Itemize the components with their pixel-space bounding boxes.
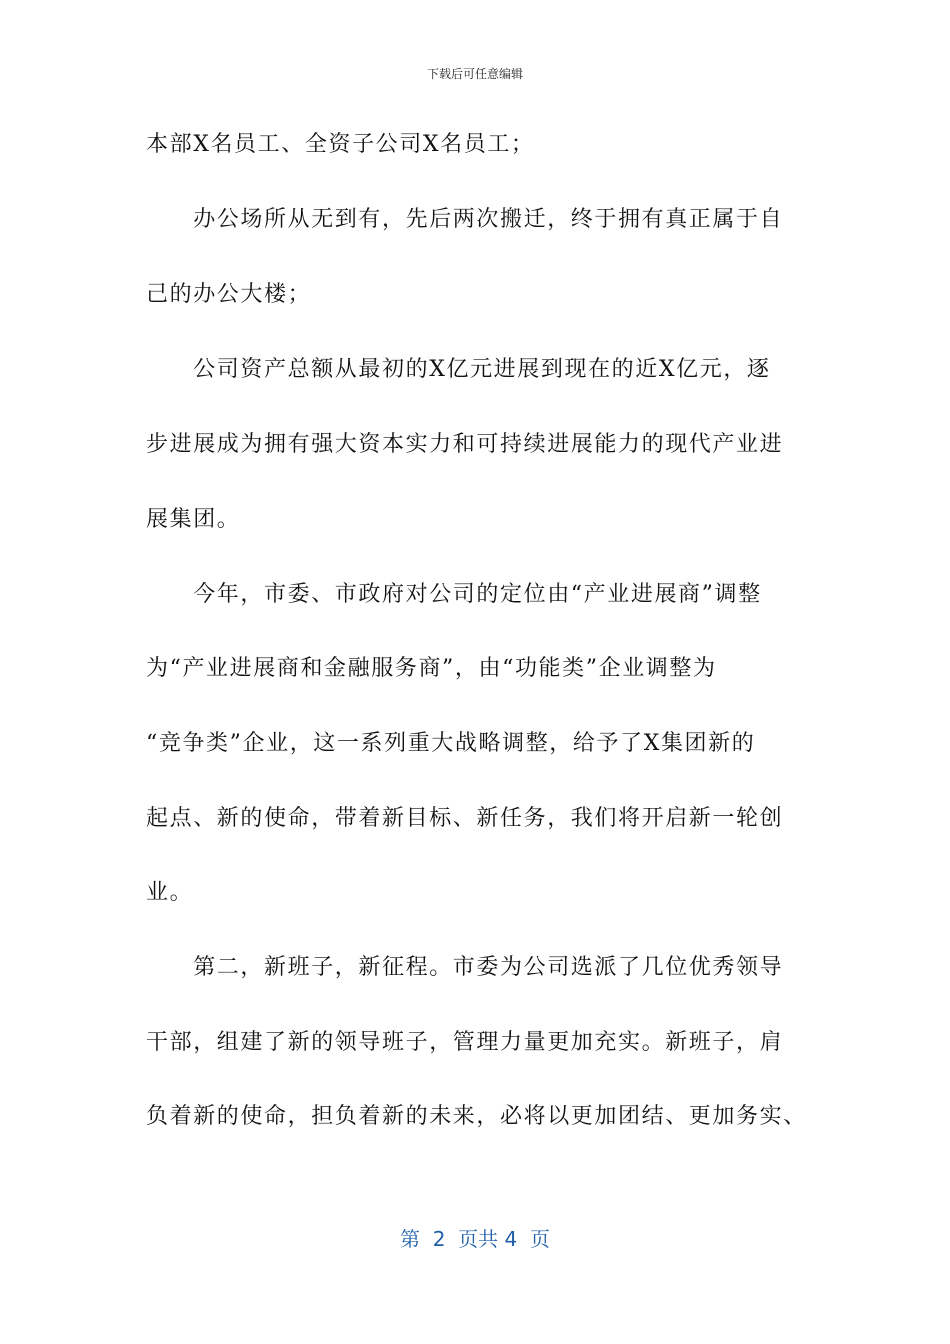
body-line: 公司资产总额从最初的X亿元进展到现在的近X亿元，逐 xyxy=(146,357,771,382)
page-header-note: 下载后可任意编辑 xyxy=(426,67,523,81)
body-line: 业。 xyxy=(146,880,194,905)
body-line: “竞争类”企业，这一系列重大战略调整，给予了X集团新的 xyxy=(146,731,756,756)
page-number-footer: 第 2 页共 4 页 xyxy=(400,1227,550,1251)
body-line: 步进展成为拥有强大资本实力和可持续进展能力的现代产业进 xyxy=(146,432,784,457)
body-line: 干部，组建了新的领导班子，管理力量更加充实。新班子，肩 xyxy=(146,1030,784,1055)
body-line: 本部X名员工、全资子公司X名员工； xyxy=(146,132,535,157)
body-line: 办公场所从无到有，先后两次搬迁，终于拥有真正属于自 xyxy=(146,207,784,232)
body-line: 为“产业进展商和金融服务商”，由“功能类”企业调整为 xyxy=(146,656,717,681)
body-line: 展集团。 xyxy=(146,507,241,532)
body-line: 起点、新的使命，带着新目标、新任务，我们将开启新一轮创 xyxy=(146,806,784,831)
body-line: 负着新的使命，担负着新的未来，必将以更加团结、更加务实、 xyxy=(146,1104,807,1129)
body-line: 第二，新班子，新征程。市委为公司选派了几位优秀领导 xyxy=(146,955,784,980)
body-line: 己的办公大楼； xyxy=(146,282,312,307)
body-line: 今年，市委、市政府对公司的定位由“产业进展商”调整 xyxy=(146,582,762,607)
